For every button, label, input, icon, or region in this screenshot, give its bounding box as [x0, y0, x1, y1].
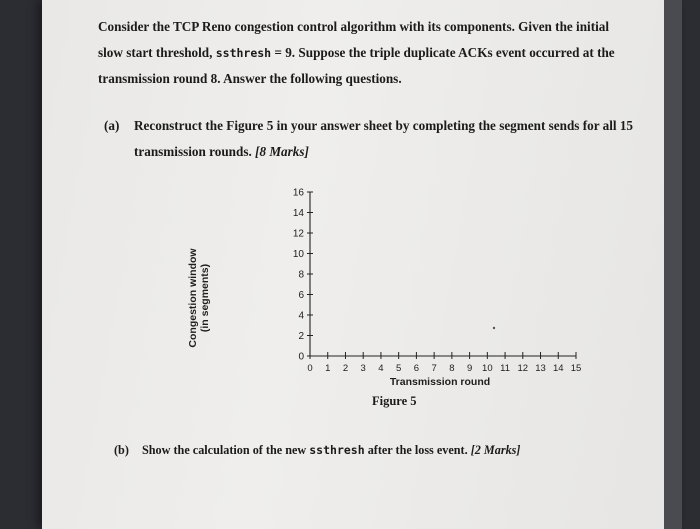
- x-tick-label: 4: [378, 363, 384, 374]
- y-axis-label-line-2: (in segments): [199, 263, 211, 333]
- intro-line-1: Consider the TCP Reno congestion control algorithm with its components. Given the initial: [98, 19, 610, 34]
- x-tick-label: 1: [325, 363, 331, 374]
- x-tick-label: 12: [517, 363, 529, 374]
- x-tick-label: 10: [482, 363, 493, 374]
- intro-line-2-start: slow start threshold,: [98, 45, 216, 60]
- ssthresh-variable-b: ssthresh: [309, 443, 365, 457]
- x-tick-label: 15: [570, 363, 582, 374]
- x-tick-label: 0: [307, 363, 313, 374]
- y-tick-label: 10: [292, 249, 304, 260]
- x-tick-label: 5: [396, 363, 402, 374]
- intro-line-2: [98, 45, 615, 60]
- part-a-label: (a): [104, 118, 120, 133]
- x-axis-label: Transmission round: [389, 376, 491, 388]
- part-b-label: (b): [114, 443, 129, 457]
- part-a-line-2: [98, 139, 633, 165]
- paper-sheet: [42, 0, 682, 529]
- ssthresh-variable: ssthresh: [215, 46, 272, 60]
- figure-caption: Figure 5: [372, 394, 417, 408]
- y-tick-label: 14: [292, 208, 304, 219]
- y-tick-label: 0: [298, 351, 304, 363]
- y-axis-label: [187, 248, 211, 348]
- intro-paragraph: [98, 14, 615, 92]
- y-tick-label: 12: [292, 228, 304, 240]
- intro-line-2-end: = 9. Suppose the triple duplicate ACKs event occurred at the: [271, 45, 615, 60]
- x-tick-label: 8: [449, 363, 455, 374]
- y-axis-label-line-1: Congestion window: [187, 248, 199, 348]
- x-tick-label: 6: [413, 363, 420, 374]
- x-tick-label: 3: [360, 363, 366, 374]
- part-a-line-1: Reconstruct the Figure 5 in your answer sheet by completing the segment sends for all 15: [134, 118, 634, 133]
- y-tick-label: 8: [298, 269, 304, 281]
- x-tick-label: 11: [500, 363, 511, 374]
- x-tick-label: 9: [466, 363, 473, 374]
- part-a-line-2-text: transmission rounds.: [134, 144, 256, 159]
- sheet-edge: [664, 0, 682, 529]
- x-tick-label: 14: [552, 363, 564, 374]
- paper-speck: [493, 327, 495, 329]
- part-a-marks: [8 Marks]: [255, 144, 309, 159]
- intro-line-3: transmission round 8. Answer the following questions.: [98, 71, 402, 86]
- x-tick-label: 13: [535, 363, 546, 374]
- y-tick-label: 16: [292, 187, 304, 199]
- x-tick-label: 7: [431, 363, 437, 374]
- part-b-marks: [2 Marks]: [470, 443, 521, 457]
- part-b-text-start: Show the calculation of the new: [142, 443, 310, 457]
- part-b-text-end: after the loss event.: [364, 443, 471, 457]
- figure-5-chart: [182, 178, 602, 418]
- y-tick-label: 6: [298, 290, 304, 301]
- x-tick-label: 2: [342, 363, 349, 374]
- chart-svg: [182, 178, 602, 418]
- part-b-question: [114, 437, 520, 463]
- part-a-question: [98, 113, 633, 165]
- y-tick-label: 2: [298, 331, 304, 342]
- y-tick-label: 4: [298, 310, 304, 322]
